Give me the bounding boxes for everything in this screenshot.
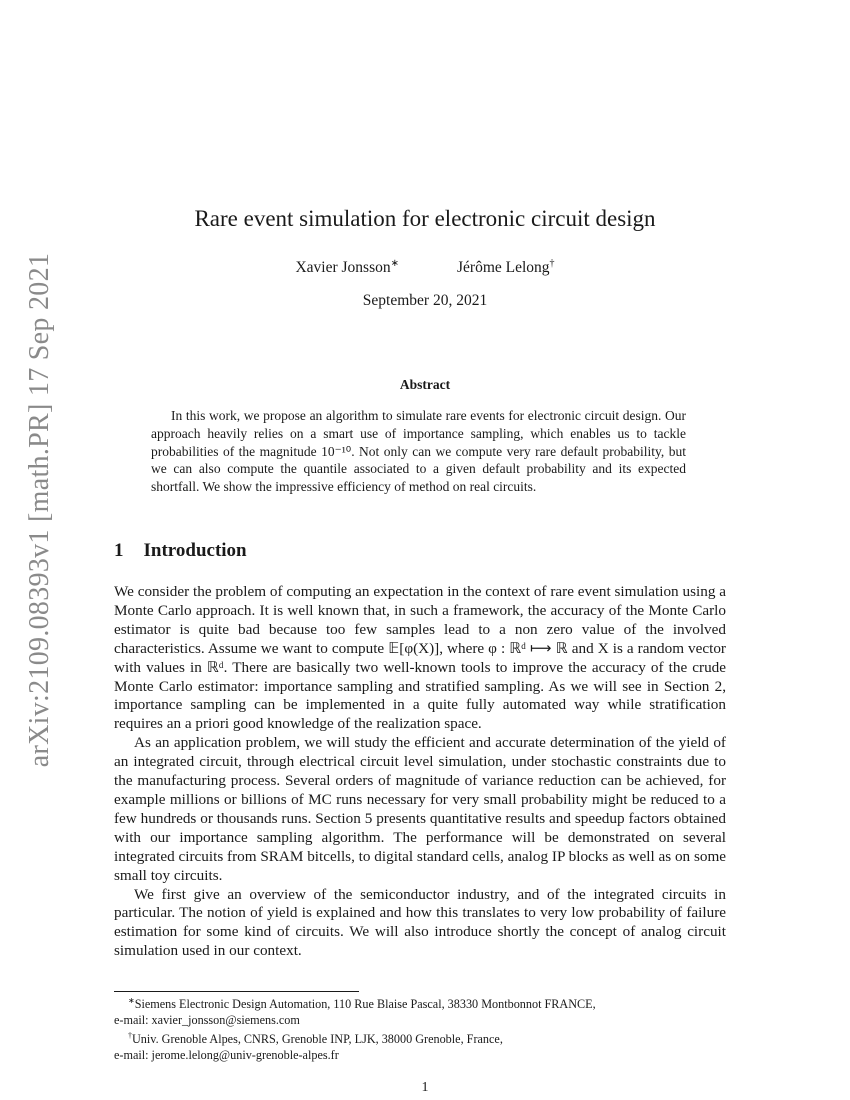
paragraph: We consider the problem of computing an expectation in the context of rare event simulation using a Monte Carlo approach. It is well known that, in such a framework, the accuracy of the Monte Carlo estimator is quite bad because too few samples lead to a non zero value of the involved characteristics. Assume we want to compute 𝔼[φ(X)], where φ : ℝᵈ ⟼ ℝ and X is a random vector with values in ℝᵈ. There are basically two well-known tools to improve the accuracy of the crude Monte Carlo estimator: importance sampling and stratified sampling. As we will see in Section 2, importance sampling can be implemented in a quite fully automated way while stratification requires an a priori good knowledge of the realization space. xyxy=(114,583,726,733)
footnote-mark: † xyxy=(128,1031,132,1041)
author-footnote-mark[interactable]: † xyxy=(549,258,555,269)
section-heading xyxy=(114,540,247,562)
section-title: Introduction xyxy=(143,540,247,561)
author-name: Jérôme Lelong† xyxy=(457,258,555,277)
body-text xyxy=(114,583,726,961)
paragraph: We first give an overview of the semiconductor industry, and of the integrated circuits in particular. The notion of yield is explained and how this translates to very low probability of failure estimation for some kind of circuits. We will also introduce shortly the concept of analog circuit simulation used in our context. xyxy=(114,885,726,960)
footnote-mark: ∗ xyxy=(128,996,135,1005)
footnote-email[interactable]: e-mail: jerome.lelong@univ-grenoble-alpes.fr xyxy=(114,1047,339,1062)
abstract-text: In this work, we propose an algorithm to simulate rare events for electronic circuit design. Our approach heavily relies on a smart use of importance sampling, which enables us to tackle probabilities of the magnitude 10⁻¹⁰. Not only can we compute very rare default probability, but we can also compute the quantile associated to a given default probability and its expected shortfall. We show the impressive efficiency of method on real circuits. xyxy=(151,408,686,495)
footnote-line: †Univ. Grenoble Alpes, CNRS, Grenoble INP, LJK, 38000 Grenoble, France, xyxy=(128,1031,503,1047)
arxiv-identifier-text: arXiv:2109.08393v1 [math.PR] 17 Sep 2021 xyxy=(24,252,56,768)
author-name: Xavier Jonsson∗ xyxy=(295,258,399,277)
paper-date: September 20, 2021 xyxy=(362,292,488,309)
footnotes xyxy=(114,993,726,1063)
footnote-email[interactable]: e-mail: xavier_jonsson@siemens.com xyxy=(114,1012,300,1027)
abstract-heading: Abstract xyxy=(399,377,451,392)
section-number: 1 xyxy=(114,540,124,561)
page-number: 1 xyxy=(421,1080,429,1095)
paper-title: Rare event simulation for electronic circuit design xyxy=(194,206,656,231)
author-list xyxy=(0,258,850,277)
arxiv-identifier xyxy=(20,252,60,768)
footnote-divider xyxy=(114,991,359,992)
author-footnote-mark[interactable]: ∗ xyxy=(390,258,399,269)
footnote-line: ∗Siemens Electronic Design Automation, 110 Rue Blaise Pascal, 38330 Montbonnot FRANCE, xyxy=(128,996,596,1012)
paragraph: As an application problem, we will study the efficient and accurate determination of the yield of an integrated circuit, through electrical circuit level simulation, under stochastic constraints due to the manufacturing process. Several orders of magnitude of variance reduction can be achieved, for example millions or billions of MC runs necessary for very small probability might be reduced to a few hundreds or thousands runs. Section 5 presents quantitative results and speedup factors obtained with our importance sampling algorithm. The performance will be demonstrated on several integrated circuits from SRAM bitcells, to digital standard cells, analog IP blocks as well as on some small toy circuits. xyxy=(114,734,726,884)
